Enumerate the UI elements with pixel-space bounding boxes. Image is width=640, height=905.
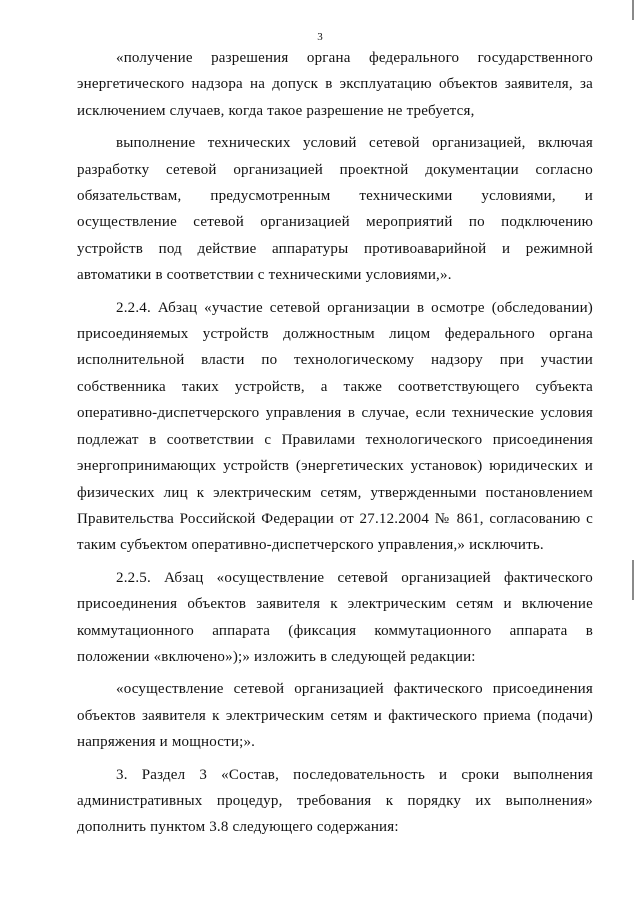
paragraph-2-2-4: 2.2.4. Абзац «участие сетевой организации в осмотре (обследовании) присоединяемых устройств должностным лицом федерального органа исполнительной власти по технологическому надзору при участии собственника таких устройств, а также соответствующего субъекта оперативно-диспетчерского управления в случае, если технические условия подлежат в соответствии с Правилами технологического присоединения энергопринимающих устройств (энергетических установок) юридических и физических лиц к электрическим сетям, утвержденными постановлением Правительства Российской Федерации от 27.12.2004 № 861, согласованию с таким субъектом оперативно-диспетчерского управления,» исключить. [77,299,593,554]
paragraph-quote-permit: «получение разрешения органа федерального государственного энергетического надзора на допуск в эксплуатацию объектов заявителя, за исключением случаев, когда такое разрешение не требуется, [77,50,593,119]
paragraph-technical-conditions: выполнение технических условий сетевой организацией, включая разработку сетевой организацией проектной документации согласно обязательствам, предусмотренным техническими условиями, и осуществление сетевой организацией мероприятий по подключению устройств под действие аппаратуры противоаварийной и режимной автоматики в соответствии с техническими условиями,». [77,135,593,284]
document-body [77,45,593,841]
scan-edge-mark [632,560,634,600]
paragraph-new-wording: «осуществление сетевой организацией фактического присоединения объектов заявителя к электрическим сетям и фактического приема (подачи) напряжения и мощности;». [77,681,593,751]
page-number: 3 [317,31,323,43]
paragraph-2-2-5: 2.2.5. Абзац «осуществление сетевой организацией фактического присоединения объектов заявителя к электрическим сетям и включение коммутационного аппарата (фиксация коммутационного аппарата в положении «включено»);» изложить в следующей редакции: [77,569,593,665]
paragraph-section-3: 3. Раздел 3 «Состав, последовательность и сроки выполнения административных процедур, требования к порядку их выполнения» дополнить пунктом 3.8 следующего содержания: [77,766,593,836]
scan-edge-mark [632,0,634,20]
